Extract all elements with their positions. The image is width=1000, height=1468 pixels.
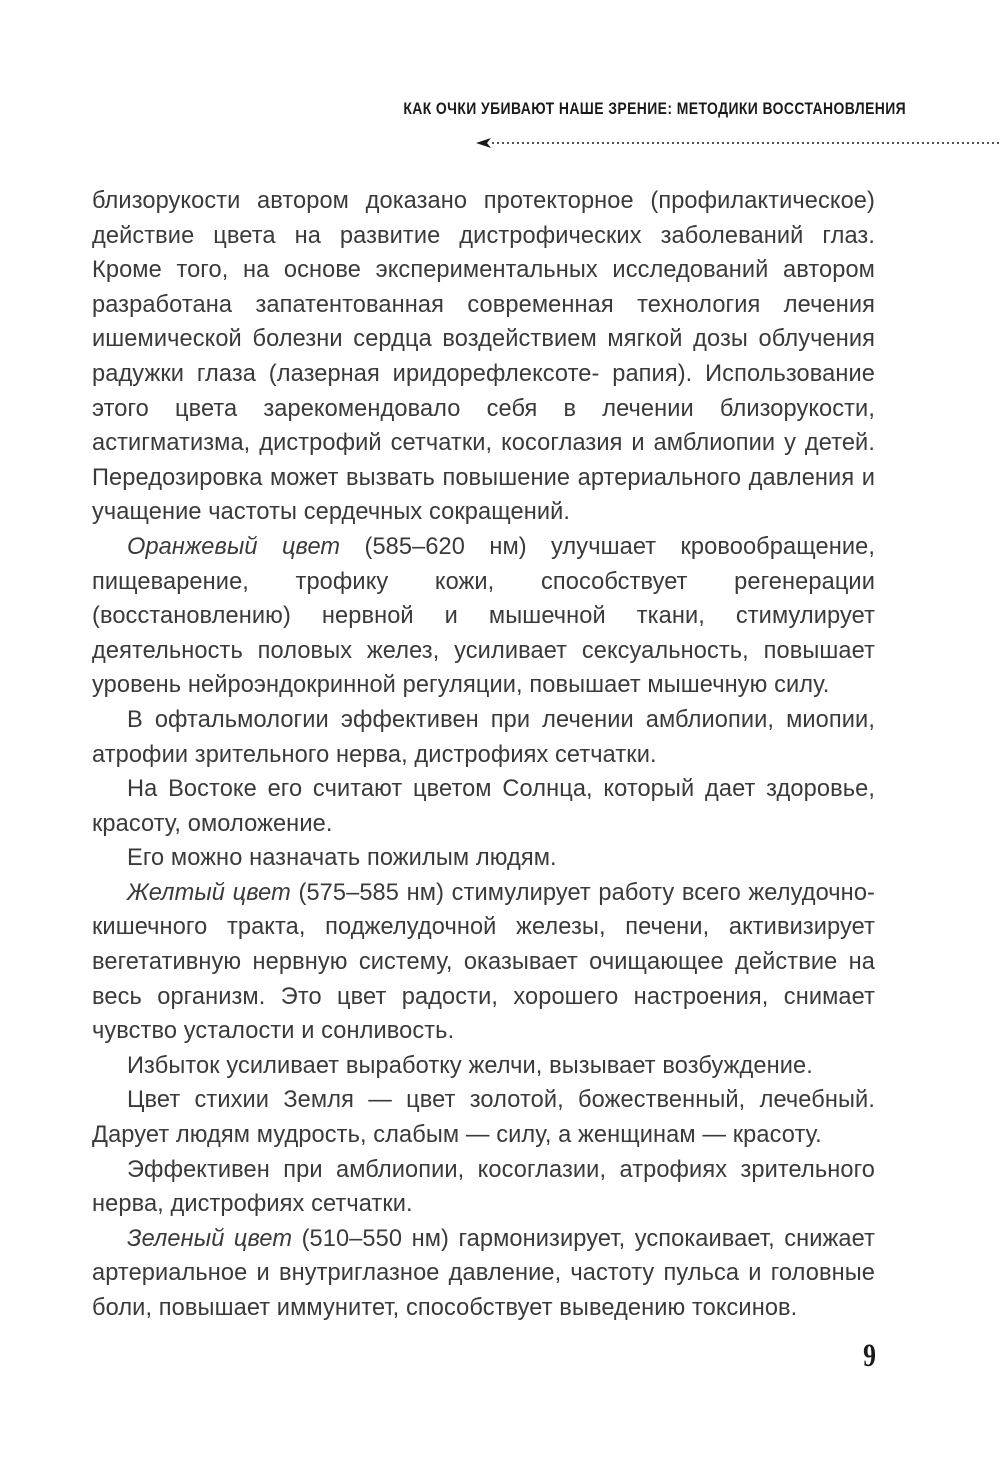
paragraph-text: (585–620 нм) улучшает кровообращение, пищеварение, трофику кожи, способствует регенерации (восстановлению) нервной и мышечной ткани, стимулирует деятельность половых желез, усиливает сексуальность, повышает уровень нейроэндокринной регуляции, повышает мышечную силу. bbox=[92, 533, 875, 699]
paragraph bbox=[92, 876, 875, 1049]
paragraph bbox=[92, 1049, 875, 1084]
paragraph-text: Эффективен при амблиопии, косоглазии, атрофиях зрительного нерва, дистрофиях сетчатки. bbox=[92, 1156, 875, 1218]
paragraph-text: На Востоке его считают цветом Солнца, который дает здоровье, красоту, омоложение. bbox=[92, 776, 875, 837]
color-term: Зеленый цвет bbox=[127, 1225, 293, 1252]
paragraph-text: близорукости автором доказано протекторное (профилактическое) действие цвета на развитие дистрофических заболеваний глаз. Кроме того, на основе экспериментальных исследований автором разработана запатентованная современная технология лечения ишемической болезни сердца воздействием мягкой дозы облучения радужки глаза (лазерная иридорефлексоте- рапия). Использование этого цвета зарекомендовало себя в лечении близорукости, астигматизма, дистрофий сетчатки, косоглазия и амблиопии у детей. Передозировка может вызвать повышение артериального давления и учащение частоты сердечных сокращений. bbox=[92, 188, 875, 526]
paragraph bbox=[92, 772, 875, 841]
page-number: 9 bbox=[863, 1338, 876, 1374]
color-term: Оранжевый цвет bbox=[127, 533, 341, 560]
color-term: Желтый цвет bbox=[127, 879, 291, 906]
paragraph bbox=[92, 1222, 875, 1326]
paragraph-text: (510–550 нм) гармонизирует, успокаивает, снижает артериальное и внутриглазное давление, частоту пульса и головные боли, повышает иммунитет, способствует выведению токсинов. bbox=[92, 1225, 875, 1321]
paragraph bbox=[92, 1153, 875, 1222]
paragraph-text: Его можно назначать пожилым людям. bbox=[127, 845, 557, 872]
paragraph-text: (575–585 нм) стимулирует работу всего желудочно-кишечного тракта, поджелудочной железы, печени, активизирует вегетативную нервную систему, оказывает очищающее действие на весь организм. Это цвет радости, хорошего настроения, снимает чувство усталости и сонливость. bbox=[92, 879, 875, 1045]
header-dotted-arrow-rule bbox=[476, 136, 1000, 150]
paragraph bbox=[92, 530, 875, 703]
paragraph bbox=[92, 703, 875, 772]
paragraph-text: В офтальмологии эффективен при лечении амблиопии, миопии, атрофии зрительного нерва, дистрофиях сетчатки. bbox=[92, 706, 875, 768]
arrowhead-icon bbox=[476, 138, 491, 148]
paragraph bbox=[92, 184, 875, 530]
paragraph bbox=[92, 1083, 875, 1152]
paragraph-text: Цвет стихии Земля — цвет золотой, божественный, лечебный. Дарует людям мудрость, слабым — силу, а женщинам — красоту. bbox=[92, 1087, 875, 1149]
paragraph-text: Избыток усиливает выработку желчи, вызывает возбуждение. bbox=[127, 1052, 813, 1079]
running-title: КАК ОЧКИ УБИВАЮТ НАШЕ ЗРЕНИЕ: МЕТОДИКИ ВОССТАНОВЛЕНИЯ bbox=[403, 99, 907, 118]
paragraph bbox=[92, 841, 875, 876]
body-text bbox=[92, 184, 875, 1326]
